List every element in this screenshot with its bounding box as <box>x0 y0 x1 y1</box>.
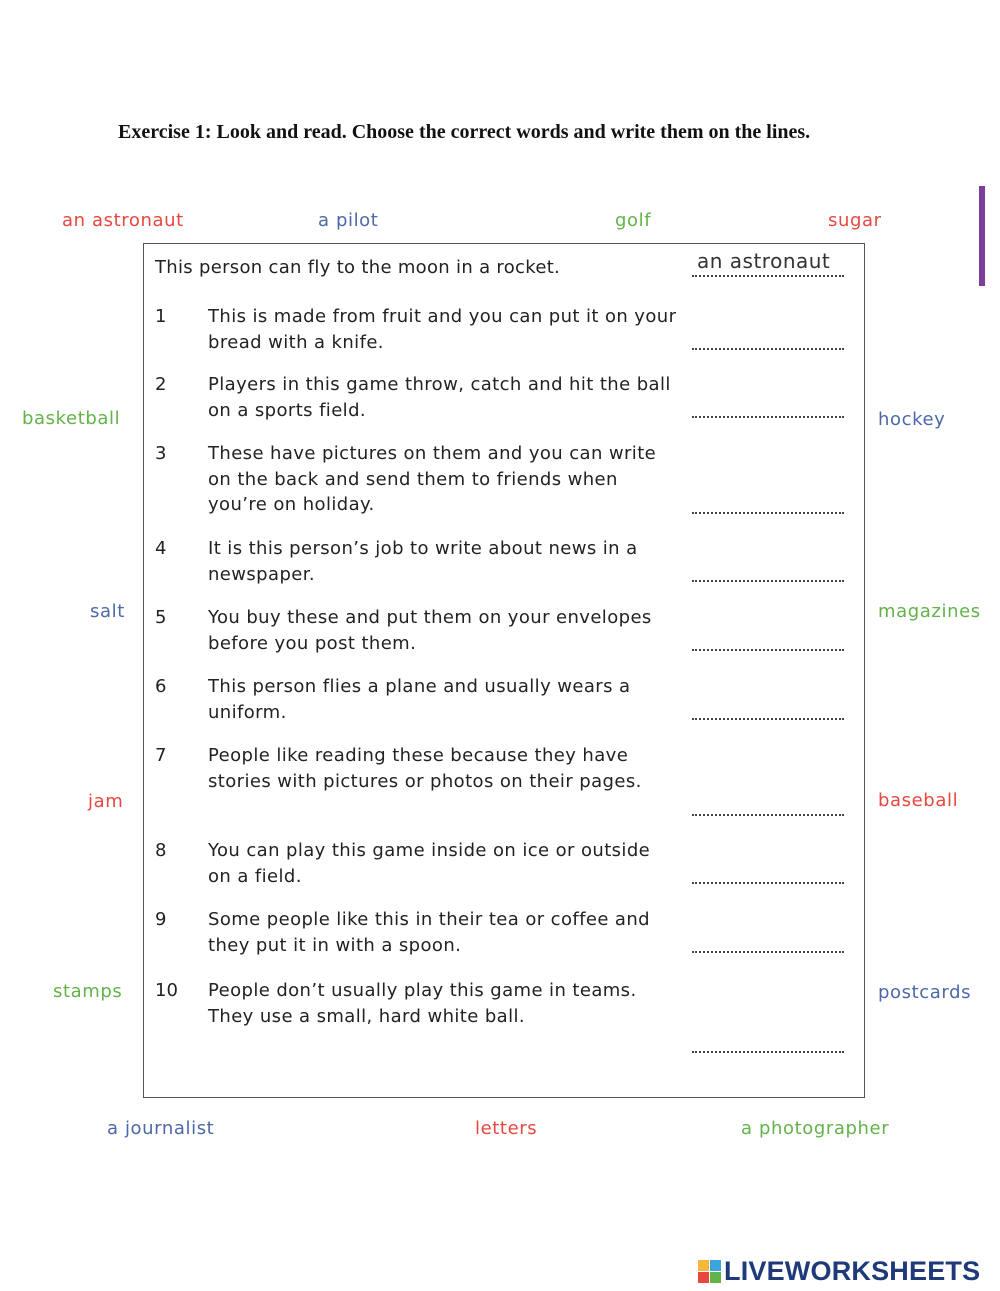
question-text: People like reading these because they have stories with pictures or photos on their pages. <box>208 745 642 792</box>
word-jam[interactable]: jam <box>88 791 124 812</box>
example-answer: an astronaut <box>697 249 831 273</box>
question-number: 8 <box>155 840 167 861</box>
word-a-pilot[interactable]: a pilot <box>318 210 379 231</box>
answer-line-7[interactable] <box>692 812 844 816</box>
word-postcards[interactable]: postcards <box>878 982 972 1003</box>
example-answer-line <box>692 273 844 277</box>
question-text: You buy these and put them on your envelopes before you post them. <box>208 607 652 654</box>
question-text: These have pictures on them and you can write on the back and send them to friends when you’re on holiday. <box>208 443 657 515</box>
answer-line-4[interactable] <box>692 578 844 582</box>
word-stamps[interactable]: stamps <box>53 981 123 1002</box>
question-text: You can play this game inside on ice or outside on a field. <box>208 840 651 887</box>
question-number: 2 <box>155 374 167 395</box>
question-number: 5 <box>155 607 167 628</box>
logo-square <box>710 1260 721 1271</box>
question-number: 7 <box>155 745 167 766</box>
logo-icon <box>698 1260 721 1283</box>
question-text: This person flies a plane and usually wears a uniform. <box>208 676 631 723</box>
question-text: Players in this game throw, catch and hit the ball on a sports field. <box>208 374 671 421</box>
word-an-astronaut[interactable]: an astronaut <box>62 210 184 231</box>
word-magazines[interactable]: magazines <box>878 601 981 622</box>
answer-line-10[interactable] <box>692 1049 844 1053</box>
question-text: This is made from fruit and you can put it on your bread with a knife. <box>208 306 677 353</box>
question-number: 9 <box>155 909 167 930</box>
logo-text: LIVEWORKSHEETS <box>724 1255 981 1286</box>
answer-line-9[interactable] <box>692 949 844 953</box>
word-baseball[interactable]: baseball <box>878 790 959 811</box>
word-hockey[interactable]: hockey <box>878 409 946 430</box>
example-question: This person can fly to the moon in a rocket. <box>155 257 561 278</box>
answer-line-1[interactable] <box>692 346 844 350</box>
question-number: 10 <box>155 980 178 1001</box>
word-a-journalist[interactable]: a journalist <box>107 1118 215 1139</box>
question-number: 4 <box>155 538 167 559</box>
word-letters[interactable]: letters <box>475 1118 538 1139</box>
logo-square <box>698 1260 709 1271</box>
answer-line-6[interactable] <box>692 716 844 720</box>
answer-line-2[interactable] <box>692 414 844 418</box>
logo-square <box>710 1272 721 1283</box>
exercise-title: Exercise 1: Look and read. Choose the correct words and write them on the lines. <box>118 121 811 143</box>
answer-line-5[interactable] <box>692 647 844 651</box>
word-a-photographer[interactable]: a photographer <box>741 1118 890 1139</box>
question-text: Some people like this in their tea or coffee and they put it in with a spoon. <box>208 909 650 956</box>
answer-line-3[interactable] <box>692 510 844 514</box>
question-number: 1 <box>155 306 167 327</box>
liveworksheets-logo <box>698 1256 980 1286</box>
word-sugar[interactable]: sugar <box>828 210 882 231</box>
word-basketball[interactable]: basketball <box>22 408 121 429</box>
word-golf[interactable]: golf <box>615 210 652 231</box>
question-text: It is this person’s job to write about news in a newspaper. <box>208 538 638 585</box>
answer-line-8[interactable] <box>692 880 844 884</box>
logo-square <box>698 1272 709 1283</box>
side-marker <box>979 186 985 286</box>
question-text: People don’t usually play this game in teams. They use a small, hard white ball. <box>208 980 637 1027</box>
word-salt[interactable]: salt <box>90 601 125 622</box>
question-number: 3 <box>155 443 167 464</box>
question-number: 6 <box>155 676 167 697</box>
